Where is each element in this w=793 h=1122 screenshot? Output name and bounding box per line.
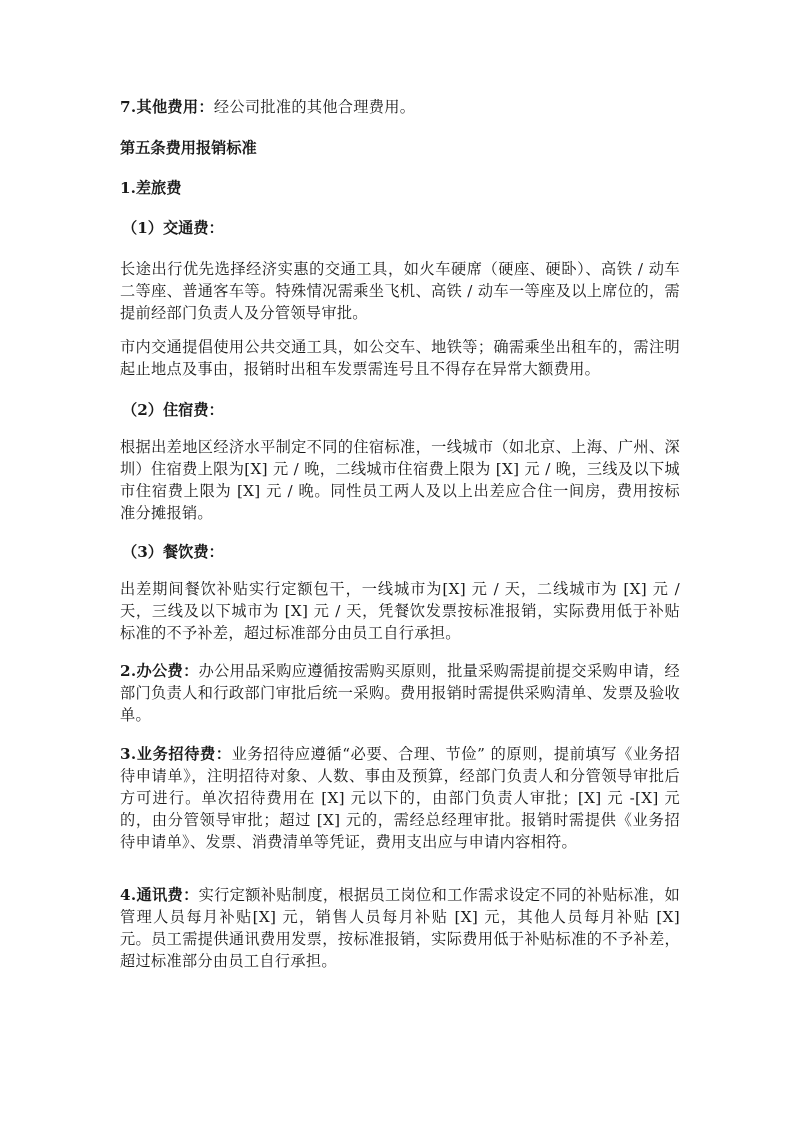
transport-paragraph-1: 长途出行优先选择经济实惠的交通工具，如火车硬席（硬座、硬卧）、高铁 / 动车二等座、普通客车等。特殊情况需乘坐飞机、高铁 / 动车一等座及以上席位的，需提前经部门负责人及分管领导审批。 xyxy=(120,260,680,322)
item-7-other-expenses xyxy=(120,96,680,118)
section-1-3-title: （3）餐饮费： xyxy=(122,543,224,561)
section-1-title: 1.差旅费 xyxy=(120,179,182,197)
lodging-paragraph: 根据出差地区经济水平制定不同的住宿标准，一线城市（如北京、上海、广州、深圳）住宿费上限为[X] 元 / 晚，二线城市住宿费上限为 [X] 元 / 晚，三线及以下城市住宿费上限为 [X] 元 / 晚。同性员工两人及以上出差应合住一间房，费用按标准分摊报销。 xyxy=(120,438,680,522)
item-7-label: 7.其他费用： xyxy=(120,98,214,116)
section-3-entertainment xyxy=(120,743,680,853)
section-3-label: 3.业务招待费： xyxy=(120,745,232,763)
section-4-label: 4.通讯费： xyxy=(120,886,199,904)
transport-paragraph-2: 市内交通提倡使用公共交通工具，如公交车、地铁等；确需乘坐出租车的，需注明起止地点及事由，报销时出租车发票需连号且不得存在异常大额费用。 xyxy=(120,338,680,378)
article-5-title: 第五条费用报销标准 xyxy=(120,139,257,157)
section-2-text: 办公用品采购应遵循按需购买原则，批量采购需提前提交采购申请，经部门负责人和行政部门审批后统一采购。费用报销时需提供采购清单、发票及验收单。 xyxy=(120,662,680,724)
section-1-1-title: （1）交通费： xyxy=(122,219,224,237)
section-1-2-title: （2）住宿费： xyxy=(122,401,224,419)
section-2-office-expenses xyxy=(120,660,680,726)
section-3-text: 业务招待应遵循“必要、合理、节俭” 的原则，提前填写《业务招待申请单》，注明招待对象、人数、事由及预算，经部门负责人和分管领导审批后方可进行。单次招待费用在 [X] 元以下的，由部门负责人审批；[X] 元 -[X] 元的，由分管领导审批；超过 [X] 元的，需经总经理审批。报销时需提供《业务招待申请单》、发票、消费清单等凭证，费用支出应与申请内容相符。 xyxy=(120,745,680,851)
meals-paragraph: 出差期间餐饮补贴实行定额包干，一线城市为[X] 元 / 天，二线城市为 [X] 元 / 天，三线及以下城市为 [X] 元 / 天，凭餐饮发票按标准报销，实际费用低于补贴标准的不予补差，超过标准部分由员工自行承担。 xyxy=(120,580,680,642)
section-2-label: 2.办公费： xyxy=(120,662,199,680)
section-4-text: 实行定额补贴制度，根据员工岗位和工作需求设定不同的补贴标准，如管理人员每月补贴[X] 元，销售人员每月补贴 [X] 元，其他人员每月补贴 [X] 元。员工需提供通讯费用发票，按标准报销，实际费用低于补贴标准的不予补差，超过标准部分由员工自行承担。 xyxy=(120,886,680,970)
item-7-text: 经公司批准的其他合理费用。 xyxy=(213,98,416,116)
section-4-communication xyxy=(120,884,680,972)
